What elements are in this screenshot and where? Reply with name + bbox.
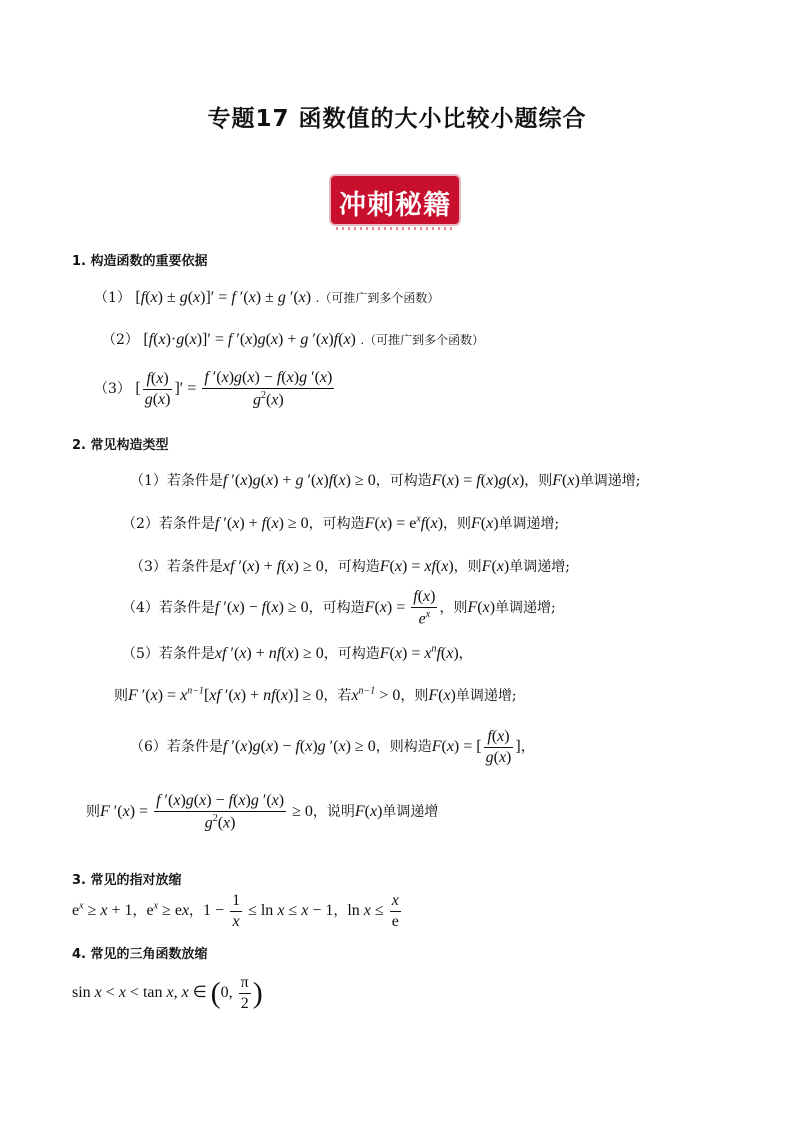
badge-label: 冲刺秘籍 bbox=[339, 190, 451, 221]
case-6-continued: 则F ′(x) = $\frac{f '(x)g(x) - f(x)g '(x)}{g^2(x)}$ ≥ 0，说明F(x)单调递增 bbox=[86, 792, 439, 832]
rule-2: （2） [f(x)·g(x)]′ = f ′(x)g(x) + g ′(x)f(x) .（可推广到多个函数） bbox=[102, 331, 485, 348]
case-4: （4）若条件是f ′(x) − f(x) ≥ 0，可构造F(x) = $\frac{f(x)}{e^x}$ ，则F(x)单调递增; bbox=[122, 588, 556, 628]
trig-inequalities: sin x < x < tan x, x ∈ (0, $\frac{\pi}{2}$ ) bbox=[72, 974, 263, 1012]
case-5: （5）若条件是xf ′(x) + nf(x) ≥ 0，可构造$F(x) = x^nf(x)$， bbox=[122, 643, 473, 662]
sprint-secrets-badge bbox=[331, 176, 459, 224]
case-3: （3）若条件是xf ′(x) + f(x) ≥ 0，可构造F(x) = xf(x)，则F(x)单调递增; bbox=[130, 558, 570, 575]
section-3-heading: 3. 常见的指对放缩 bbox=[72, 873, 182, 888]
rule-3: （3） [ $\frac{f(x)}{g(x)}$ ]′ = $\frac{f '(x)g(x) - f(x)g '(x)}{g^2(x)}$ bbox=[94, 369, 333, 409]
case-2: （2）若条件是f ′(x) + f(x) ≥ 0，可构造$F(x) = e^xf(x)$，则F(x)单调递增; bbox=[122, 513, 560, 532]
case-5-continued: 则F $'(x) = x^{n-1}[xf$ ′(x) + nf(x)] ≥ 0，若$x^{n-1} > 0$，则F(x)单调递增; bbox=[114, 685, 517, 704]
case-6: （6）若条件是f ′(x)g(x) − f(x)g ′(x) ≥ 0，则构造F(x) = [ $\frac{f(x)}{g(x)}$ ]， bbox=[130, 728, 535, 766]
exp-log-inequalities: $e^x \ge x + 1$，$e^x$ ≥ ex，1 − $\frac{1}{x}$ ≤ ln x ≤ x − 1，ln x ≤ $\frac{x}{e}$ bbox=[72, 892, 399, 930]
page-title: 专题17 函数值的大小比较小题综合 bbox=[207, 106, 587, 132]
rule-1: （1） [f(x) ± g(x)]′ = f ′(x) ± g ′(x) .（可推广到多个函数） bbox=[94, 289, 440, 306]
section-2-heading: 2. 常见构造类型 bbox=[72, 438, 169, 453]
section-1-heading: 1. 构造函数的重要依据 bbox=[72, 254, 208, 269]
section-4-heading: 4. 常见的三角函数放缩 bbox=[72, 947, 208, 962]
badge-decoration bbox=[336, 227, 456, 230]
case-1: （1）若条件是f ′(x)g(x) + g ′(x)f(x) ≥ 0，可构造F(x) = f(x)g(x)，则F(x)单调递增; bbox=[130, 472, 641, 489]
